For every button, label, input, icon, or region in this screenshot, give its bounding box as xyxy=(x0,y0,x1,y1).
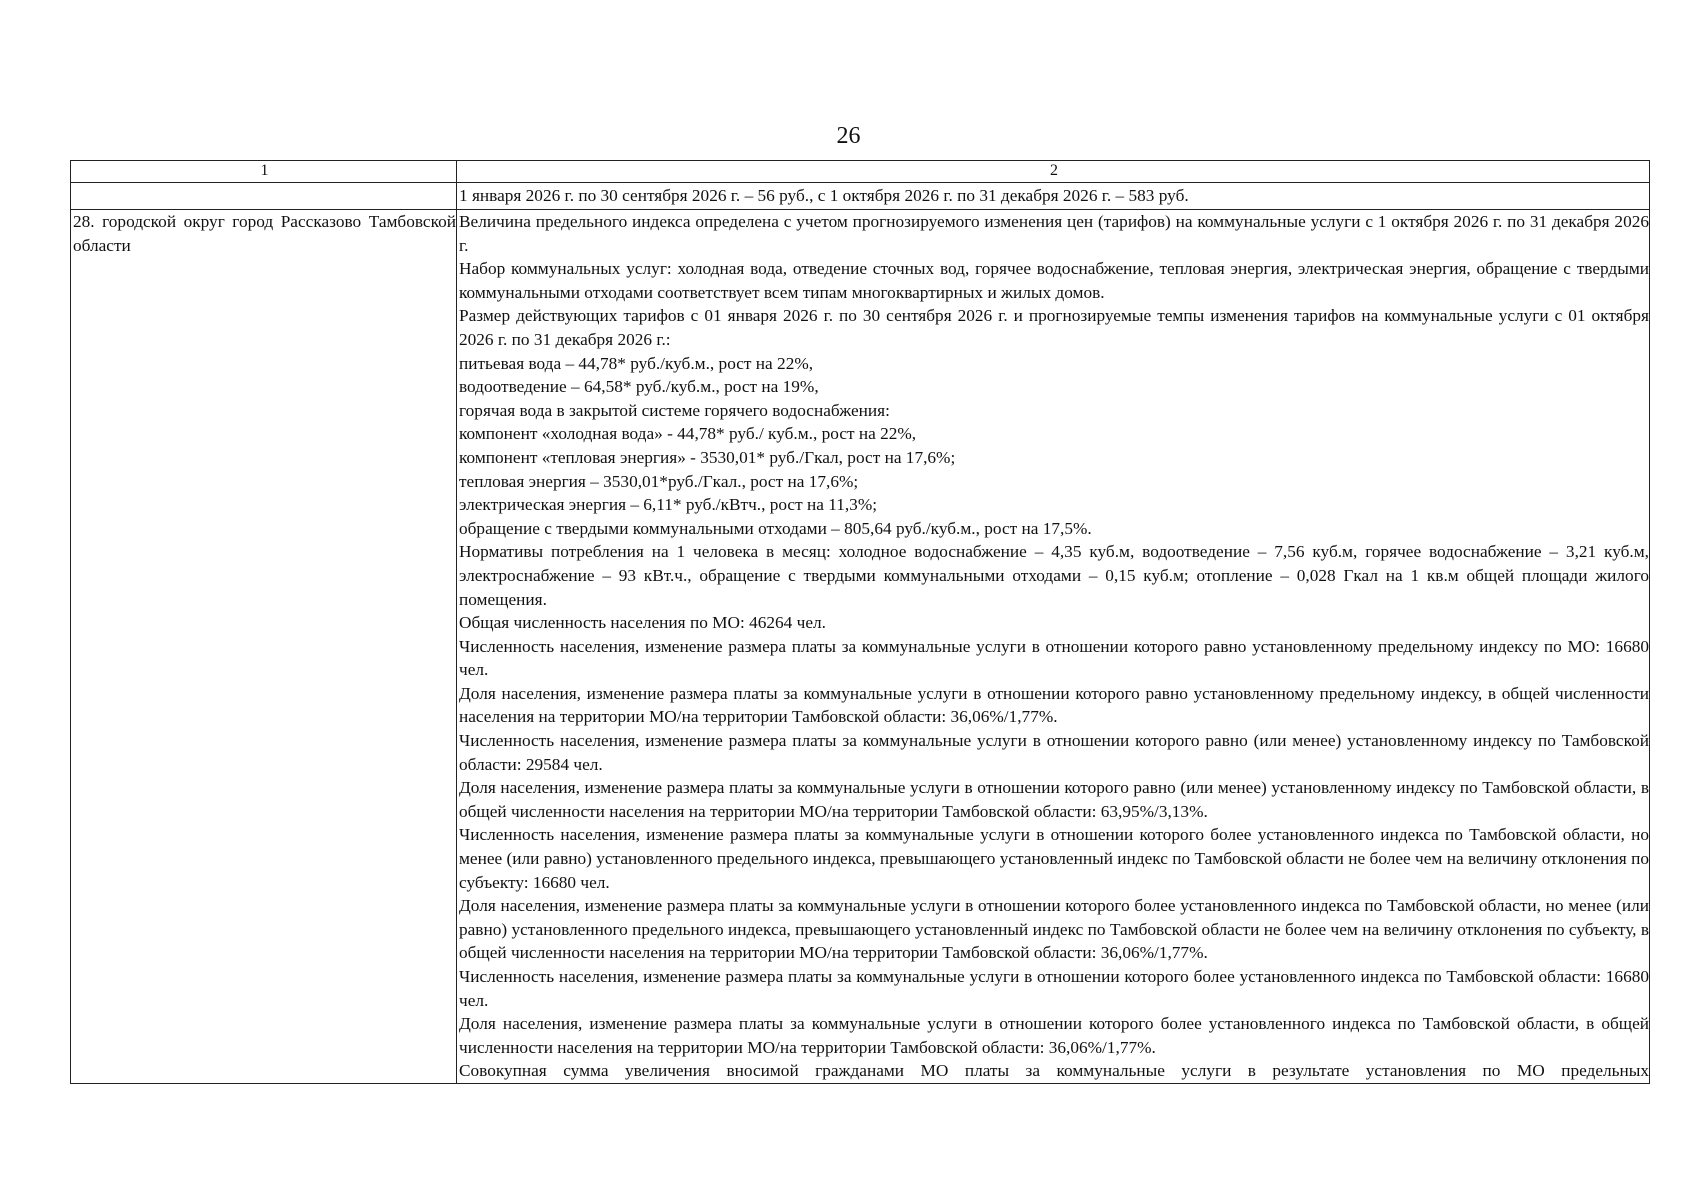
continuation-text-cell: 1 января 2026 г. по 30 сентября 2026 г. – 56 руб., с 1 октября 2026 г. по 31 декабря 2026 г. – 583 руб. xyxy=(457,183,1650,210)
paragraph-solid-waste: обращение с твердыми коммунальными отходами – 805,64 руб./куб.м., рост на 17,5%. xyxy=(459,518,1092,538)
column-header-2: 2 xyxy=(457,161,1650,183)
table-row-continuation xyxy=(71,183,1650,210)
paragraph-electricity: электрическая энергия – 6,11* руб./кВтч., рост на 11,3%; xyxy=(459,495,878,515)
paragraph-hot-water: горячая вода в закрытой системе горячего водоснабжения: xyxy=(459,400,890,420)
region-content-cell xyxy=(457,210,1650,1084)
paragraph-index-basis: Величина предельного индекса определена с учетом прогнозируемого изменения цен (тарифов) на коммунальные услуги с 1 октября 2026 г. по 31 декабря 2026 г. xyxy=(459,212,1649,255)
paragraph-consumption-norms: Нормативы потребления на 1 человека в месяц: холодное водоснабжение – 4,35 куб.м, водоотведение – 7,56 куб.м, горячее водоснабжение – 3,21 куб.м, электроснабжение – 93 кВт.ч., обращение с твердыми коммунальными отходами – 0,15 куб.м; отопление – 0,028 Гкал на 1 кв.м общей площади жилого помещения. xyxy=(459,542,1649,609)
paragraph-total-population: Общая численность населения по МО: 46264 чел. xyxy=(459,613,826,633)
paragraph-population-equal-limit: Численность населения, изменение размера платы за коммунальные услуги в отношении которого равно установленному предельному индексу по МО: 16680 чел. xyxy=(459,636,1649,680)
table-row-rasskazovo xyxy=(71,210,1650,1084)
paragraph-heat-energy: тепловая энергия – 3530,01*руб./Гкал., рост на 17,6%; xyxy=(459,471,859,491)
paragraph-tariff-intro: Размер действующих тарифов с 01 января 2026 г. по 30 сентября 2026 г. и прогнозируемые темпы изменения тарифов на коммунальные услуги с 01 октября 2026 г. по 31 декабря 2026 г.: xyxy=(459,306,1649,349)
paragraph-population-below-index: Численность населения, изменение размера платы за коммунальные услуги в отношении которого равно (или менее) установленному индексу по Тамбовской области: 29584 чел. xyxy=(459,731,1649,774)
paragraph-cold-water-component: компонент «холодная вода» - 44,78* руб./ куб.м., рост на 22%, xyxy=(459,424,917,444)
paragraph-population-above-index: Численность населения, изменение размера платы за коммунальные услуги в отношении которого более установленного индекса по Тамбовской области: 16680 чел. xyxy=(459,967,1649,1010)
paragraph-drinking-water: питьевая вода – 44,78* руб./куб.м., рост на 22%, xyxy=(459,353,814,373)
continuation-region-cell xyxy=(71,183,457,210)
paragraph-share-below-index: Доля населения, изменение размера платы за коммунальные услуги в отношении которого равно (или менее) установленному индексу по Тамбовской области, в общей численности населения на территории МО/на территории Тамбовской области: 63,95%/3,13%. xyxy=(459,778,1649,821)
tariff-table xyxy=(70,160,1650,1084)
page-number: 26 xyxy=(836,123,861,149)
paragraph-share-above-index: Доля населения, изменение размера платы за коммунальные услуги в отношении которого более установленного индекса по Тамбовской области, в общей численности населения на территории МО/на территории Тамбовской области: 36,06%/1,77%. xyxy=(459,1014,1649,1057)
paragraph-total-increase: Совокупная сумма увеличения вносимой гражданами МО платы за коммунальные услуги в результате установления по МО предельных xyxy=(459,1061,1649,1081)
paragraph-heat-component: компонент «тепловая энергия» - 3530,01* руб./Гкал, рост на 17,6%; xyxy=(459,447,956,467)
paragraph-share-above-within-deviation: Доля населения, изменение размера платы за коммунальные услуги в отношении которого более установленного индекса по Тамбовской области, но менее (или равно) установленного предельного индекса, превышающего установленный индекс по Тамбовской области не более чем на величину отклонения по субъекту, в общей численности населения на территории МО/на территории Тамбовской области: 36,06%/1,77%. xyxy=(459,896,1649,963)
paragraph-population-above-within-deviation: Численность населения, изменение размера платы за коммунальные услуги в отношении которого более установленного индекса по Тамбовской области, но менее (или равно) установленного предельного индекса, превышающего установленный индекс по Тамбовской области не более чем на величину отклонения по субъекту: 16680 чел. xyxy=(459,825,1649,892)
paragraph-share-equal-limit: Доля населения, изменение размера платы за коммунальные услуги в отношении которого равно установленному предельному индексу, в общей численности населения на территории МО/на территории Тамбовской области: 36,06%/1,77%. xyxy=(459,683,1649,727)
paragraph-service-set: Набор коммунальных услуг: холодная вода, отведение сточных вод, горячее водоснабжение, тепловая энергия, электрическая энергия, обращение с твердыми коммунальными отходами соответствует всем типам многоквартирных и жилых домов. xyxy=(459,259,1649,302)
table-header-row xyxy=(71,161,1650,183)
column-header-1: 1 xyxy=(71,161,457,183)
region-name-cell: 28. городской округ город Рассказово Тамбовской области xyxy=(71,210,457,1084)
paragraph-wastewater: водоотведение – 64,58* руб./куб.м., рост на 19%, xyxy=(459,377,819,397)
